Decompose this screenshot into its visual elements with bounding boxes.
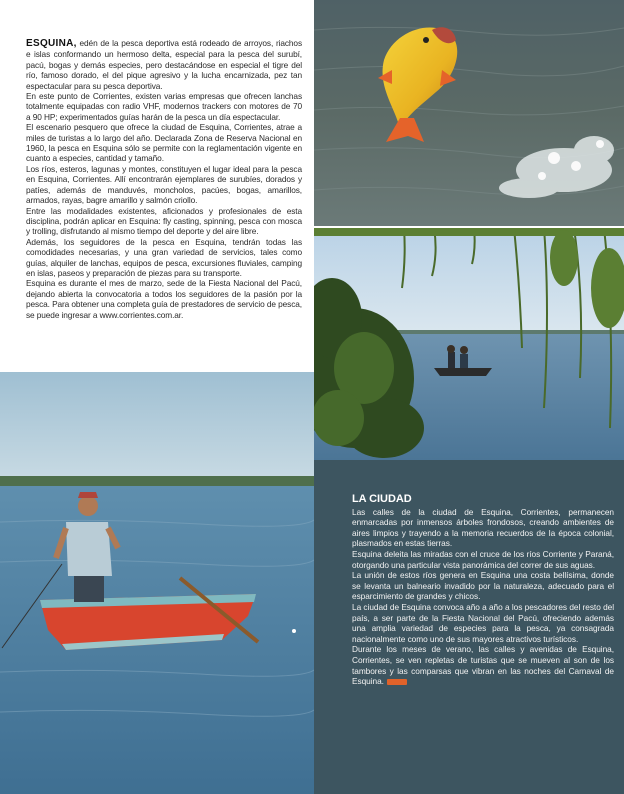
intro-paragraph-2: En este punto de Corrientes, existen varias empresas que ofrecen lanchas totalmente equipadas con radio VHF, modernos trackers con motores de 70 a 90 HP; experimentados guías harán de la pesca un día espectacular. bbox=[26, 91, 302, 122]
intro-paragraph-3: El escenario pesquero que ofrece la ciudad de Esquina, Corrientes, atrae a miles de turistas a lo largo del año. Declarada Zona de Reserva Nacional en 1960, la pesca en Esquina sólo se permite con la reglamentación vigente en cuanto a especies, cantidad y tamaño. bbox=[26, 122, 302, 164]
city-paragraph-5 bbox=[352, 644, 614, 686]
intro-paragraph-7: Esquina es durante el mes de marzo, sede de la Fiesta Nacional del Pacú, dejando abierta la convocatoria a todos los seguidores de la pasión por la pesca. Para obtener una completa guía de prestadores de servicio de pesca, se puede ingresar a www.corrientes.com.ar. bbox=[26, 278, 302, 320]
intro-paragraph-4: Los ríos, esteros, lagunas y montes, constituyen el lugar ideal para la pesca en Esquina, Corrientes. Allí encontrarán ejemplares de surubíes, dorados y patíes, además de manduvés, moncholos, pacúes, bogas, amarillos, armados, rayas, bagre amarillo y salmón criollo. bbox=[26, 163, 302, 206]
city-section bbox=[314, 460, 624, 794]
boat-and-trees-photo bbox=[314, 228, 624, 460]
city-paragraph-4: La ciudad de Esquina convoca año a año a los pescadores del resto del país, a ser parte de la Fiesta Nacional del Pacú, ofreciendo además una amplia variedad de especies para la pesca, ya consagrada nacionalmente como uno de sus mayores atractivos turísticos. bbox=[352, 601, 614, 644]
intro-section bbox=[0, 0, 314, 372]
city-paragraph-3: La unión de estos ríos genera en Esquina una costa bellísima, donde se levanta un balneario invadido por la naturaleza, adecuado para el esparcimiento de grandes y chicos. bbox=[352, 570, 614, 602]
intro-text bbox=[26, 38, 302, 320]
city-paragraph-5-text: Durante los meses de verano, las calles y avenidas de Esquina, Corrientes, se ven repletas de turistas que se mueven al son de los tambores y las comparsas que vibran en las noches del Carnaval de Esquina. bbox=[352, 644, 614, 687]
city-paragraph-1: Las calles de la ciudad de Esquina, Corrientes, permanecen enmarcadas por inmensos árboles frondosos, creando ambientes de aires limpios y trayendo a la memoria recuerdos de la época colonial, plasmados en estas tierras. bbox=[352, 506, 614, 549]
intro-paragraph-6: Además, los seguidores de la pesca en Esquina, tendrán todas las comodidades necesarias, y una gran variedad de servicios, tales como guías, alquiler de lanchas, equipos de pesca, excursiones fluviales, camping en islas, paseos y preparación de piezas para su transporte. bbox=[26, 236, 302, 278]
dorado-fish-photo bbox=[314, 0, 624, 226]
fisherman-boat-photo bbox=[0, 372, 314, 794]
city-text bbox=[352, 494, 614, 687]
end-of-article-mark bbox=[387, 679, 407, 685]
intro-lead: ESQUINA, bbox=[26, 38, 77, 49]
intro-paragraph-1 bbox=[26, 38, 302, 91]
city-paragraph-2: Esquina deleita las miradas con el cruce de los ríos Corriente y Paraná, otorgando una particular vista panorámica del correr de sus aguas. bbox=[352, 548, 614, 570]
city-title: LA CIUDAD bbox=[352, 493, 412, 505]
intro-paragraph-1-text: edén de la pesca deportiva está rodeado de arroyos, riachos e islas conformando un hermoso delta, especial para la pesca del surubí, pacú, bogas y demás especies, pero destacándose en especial el tigre del río, famoso dorado, el del pique agresivo y la lucha encarnizada, pez tan espectacular para su pesca deportiva. bbox=[26, 38, 302, 91]
intro-paragraph-5: Entre las modalidades existentes, aficionados y profesionales de esta disciplina, podrán aplicar en Esquina: fly casting, spinning, pesca con mosca y trolling, disfrutando al mismo tiempo del deporte y del aire libre. bbox=[26, 205, 302, 237]
